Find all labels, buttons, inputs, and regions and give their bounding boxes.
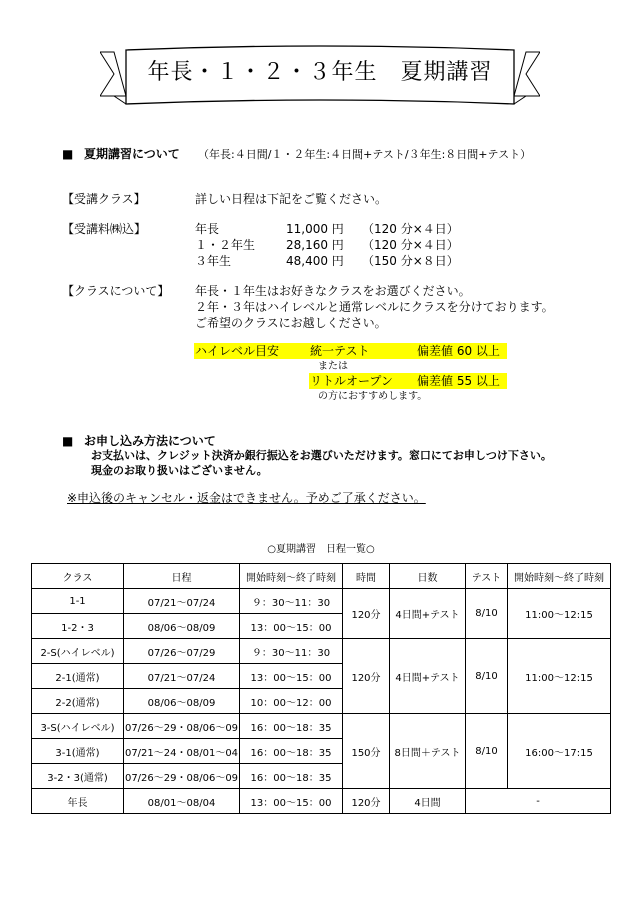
duration-cell: 120分	[343, 589, 390, 639]
days-cell: 8日間＋テスト	[390, 714, 466, 789]
test-name: リトルオープン	[310, 374, 393, 388]
recommend-text: の方におすすめします。	[318, 391, 428, 402]
time-cell: 13：00～15：00	[240, 664, 343, 689]
dates-cell: 07/26～29・08/06～09	[124, 714, 240, 739]
duration-cell: 120分	[343, 789, 390, 814]
class-cell: 2-1(通常)	[32, 664, 124, 689]
class-cell: 年長	[32, 789, 124, 814]
dates-cell: 07/21～07/24	[124, 589, 240, 614]
schedule-title: ○夏期講習 日程一覧○	[267, 544, 375, 555]
header-cell: 日数	[390, 564, 466, 589]
apply-line: 現金のお取り扱いはございません。	[91, 464, 268, 477]
page-title: 年長・１・２・３年生 夏期講習	[147, 60, 493, 85]
class-cell: 3-S(ハイレベル)	[32, 714, 124, 739]
fees-label: 【受講料㈱込】	[62, 222, 147, 236]
class-cell: 1-1	[32, 589, 124, 614]
time-cell: 10：00～12：00	[240, 689, 343, 714]
fee-detail: （120 分×４日）	[362, 238, 459, 252]
cancel-notice: ※申込後のキャンセル・返金はできません。予めご了承ください。	[67, 491, 426, 505]
class-info-line: 年長・１年生はお好きなクラスをお選びください。	[195, 284, 471, 298]
header-cell: クラス	[32, 564, 124, 589]
test-time-cell: 11:00～12:15	[508, 639, 611, 714]
class-info-line: ２年・３年はハイレベルと通常レベルにクラスを分けております。	[195, 300, 554, 314]
class-cell: 2-2(通常)	[32, 689, 124, 714]
test-time-cell: 16:00～17:15	[508, 714, 611, 789]
header-cell: 開始時刻～終了時刻	[240, 564, 343, 589]
schedule-table	[31, 563, 611, 814]
time-cell: 13：00～15：00	[240, 614, 343, 639]
apply-line: お支払いは、クレジット決済か銀行振込をお選びいただけます。窓口にてお申しつけ下さい。	[91, 449, 552, 462]
classes-text: 詳しい日程は下記をご覧ください。	[195, 192, 388, 206]
class-info-label: 【クラスについて】	[62, 284, 170, 298]
fee-detail: （120 分×４日）	[362, 222, 459, 236]
dates-cell: 07/26～07/29	[124, 639, 240, 664]
header-cell: 時間	[343, 564, 390, 589]
days-cell: 4日間+テスト	[390, 639, 466, 714]
dates-cell: 07/26～29・08/06～09	[124, 764, 240, 789]
time-cell: 13：00～15：00	[240, 789, 343, 814]
dates-cell: 07/21～07/24	[124, 664, 240, 689]
table-row	[32, 589, 611, 614]
test-date-cell: 8/10	[466, 589, 508, 639]
guide-label: ハイレベル目安	[195, 344, 280, 358]
header-cell: 日程	[124, 564, 240, 589]
test-time-cell: 11:00～12:15	[508, 589, 611, 639]
about-note: （年長:４日間/１・２年生:４日間+テスト/３年生:８日間+テスト）	[198, 148, 532, 161]
test-value: 偏差値 60 以上	[417, 344, 500, 358]
class-cell: 1-2・3	[32, 614, 124, 639]
fee-grade: 年長	[195, 222, 220, 236]
dates-cell: 08/01～08/04	[124, 789, 240, 814]
about-heading: 夏期講習について	[84, 147, 180, 161]
time-cell: ９：30～11：30	[240, 639, 343, 664]
time-cell: ９：30～11：30	[240, 589, 343, 614]
duration-cell: 150分	[343, 714, 390, 789]
time-cell: 16：00～18：35	[240, 764, 343, 789]
fee-detail: （150 分×８日）	[362, 254, 459, 268]
dates-cell: 07/21～24・08/01～04	[124, 739, 240, 764]
fee-price: 28,160 円	[286, 238, 344, 252]
dates-cell: 08/06～08/09	[124, 614, 240, 639]
test-name: 統一テスト	[310, 344, 370, 358]
class-info-line: ご希望のクラスにお越しください。	[195, 316, 387, 330]
class-cell: 3-2・3(通常)	[32, 764, 124, 789]
table-header-row	[32, 564, 611, 589]
test-date-cell: 8/10	[466, 714, 508, 789]
days-cell: 4日間	[390, 789, 466, 814]
days-cell: 4日間+テスト	[390, 589, 466, 639]
fee-grade: １・２年生	[195, 238, 256, 252]
table-row	[32, 789, 611, 814]
apply-heading: お申し込み方法について	[84, 434, 216, 448]
test-cell: -	[466, 789, 611, 814]
classes-label: 【受講クラス】	[62, 192, 146, 206]
duration-cell: 120分	[343, 639, 390, 714]
fee-price: 48,400 円	[286, 254, 344, 268]
section-marker: ■	[62, 147, 74, 161]
header-cell: 開始時刻～終了時刻	[508, 564, 611, 589]
time-cell: 16：00～18：35	[240, 739, 343, 764]
class-cell: 3-1(通常)	[32, 739, 124, 764]
test-value: 偏差値 55 以上	[417, 374, 500, 388]
table-row	[32, 714, 611, 739]
time-cell: 16：00～18：35	[240, 714, 343, 739]
fee-price: 11,000 円	[286, 222, 344, 236]
fee-grade: ３年生	[195, 254, 232, 268]
or-text: または	[318, 361, 348, 372]
section-marker: ■	[62, 434, 74, 448]
table-row	[32, 639, 611, 664]
dates-cell: 08/06～08/09	[124, 689, 240, 714]
class-cell: 2-S(ハイレベル)	[32, 639, 124, 664]
header-cell: テスト	[466, 564, 508, 589]
test-date-cell: 8/10	[466, 639, 508, 714]
